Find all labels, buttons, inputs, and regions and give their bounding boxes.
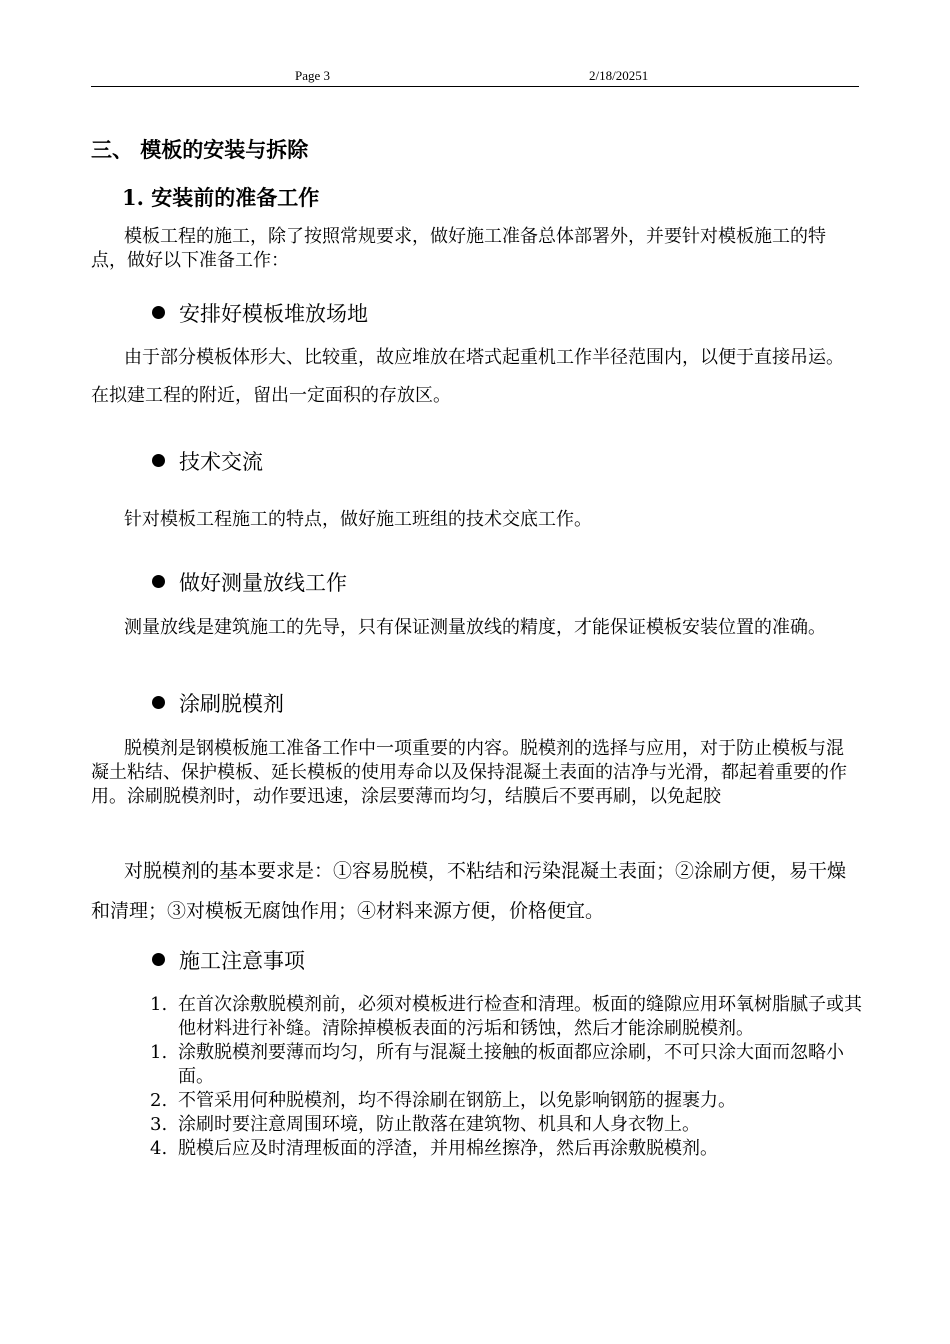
page-number: Page 3 [295,68,331,83]
storage-paragraph: 由于部分模板体形大、比较重，故应堆放在塔式起重机工作半径范围内，以便于直接吊运。在拟建工程的附近，留出一定面积的存放区。 [91,347,844,406]
list-item [150,1113,862,1137]
bullet-heading-release-agent [152,688,284,720]
tech-paragraph: 针对模板工程施工的特点，做好施工班组的技术交底工作。 [124,509,592,530]
list-text: 在首次涂敷脱模剂前，必须对模板进行检查和清理。板面的缝隙应用环氧树脂腻子或其他材料进行补缝。清除掉模板表面的污垢和锈蚀，然后才能涂刷脱模剂。 [178,994,862,1039]
bullet-heading-label: 做好测量放线工作 [179,571,347,595]
list-text: 涂敷脱模剂要薄而均匀，所有与混凝土接触的板面都应涂刷，不可只涂大面而忽略小面。 [178,1042,844,1087]
section-title: 三、 模板的安装与拆除 [91,138,309,162]
bullet-heading-survey [152,567,347,599]
list-item [150,993,862,1041]
bullet-heading-storage [152,298,368,330]
list-item [150,1089,862,1113]
subsection-title: 1. 安装前的准备工作 [122,185,320,210]
header-date: 2/18/20251 [589,68,649,83]
bullet-heading-precautions [152,945,305,977]
bullet-dot-icon [152,575,165,588]
release-agent-paragraph: 脱模剂是钢模板施工准备工作中一项重要的内容。脱模剂的选择与应用，对于防止模板与混凝土粘结、保护模板、延长模板的使用寿命以及保持混凝土表面的洁净与光滑，都起着重要的作用。涂刷脱模剂时，动作要迅速，涂层要薄而均匀，结膜后不要再刷，以免起胶 [91,738,847,807]
list-number: 2. [150,1090,168,1111]
list-text: 不管采用何种脱模剂，均不得涂刷在钢筋上，以免影响钢筋的握裹力。 [178,1090,736,1111]
intro-paragraph: 模板工程的施工，除了按照常规要求，做好施工准备总体部署外，并要针对模板施工的特点，做好以下准备工作： [91,226,826,271]
list-text: 涂刷时要注意周围环境，防止散落在建筑物、机具和人身衣物上。 [178,1114,700,1135]
bullet-heading-label: 安排好模板堆放场地 [179,302,368,326]
list-text: 脱模后应及时清理板面的浮渣，并用棉丝擦净，然后再涂敷脱模剂。 [178,1138,718,1159]
requirements-paragraph: 对脱模剂的基本要求是：①容易脱模，不粘结和污染混凝土表面；②涂刷方便，易干燥和清理；③对模板无腐蚀作用；④材料来源方便，价格便宜。 [91,860,847,922]
list-number: 1. [150,994,168,1015]
bullet-heading-tech [152,446,263,478]
bullet-dot-icon [152,306,165,319]
bullet-dot-icon [152,696,165,709]
list-number: 4. [150,1138,168,1159]
list-number: 1. [150,1042,168,1063]
bullet-dot-icon [152,953,165,966]
bullet-heading-label: 施工注意事项 [179,949,305,973]
bullet-dot-icon [152,454,165,467]
survey-paragraph: 测量放线是建筑施工的先导，只有保证测量放线的精度，才能保证模板安装位置的准确。 [124,617,826,638]
list-item [150,1041,862,1089]
bullet-heading-label: 技术交流 [179,450,263,474]
list-item [150,1137,862,1161]
precautions-list [150,993,862,1161]
bullet-heading-label: 涂刷脱模剂 [179,692,284,716]
page-header [91,66,859,87]
list-number: 3. [150,1114,168,1135]
